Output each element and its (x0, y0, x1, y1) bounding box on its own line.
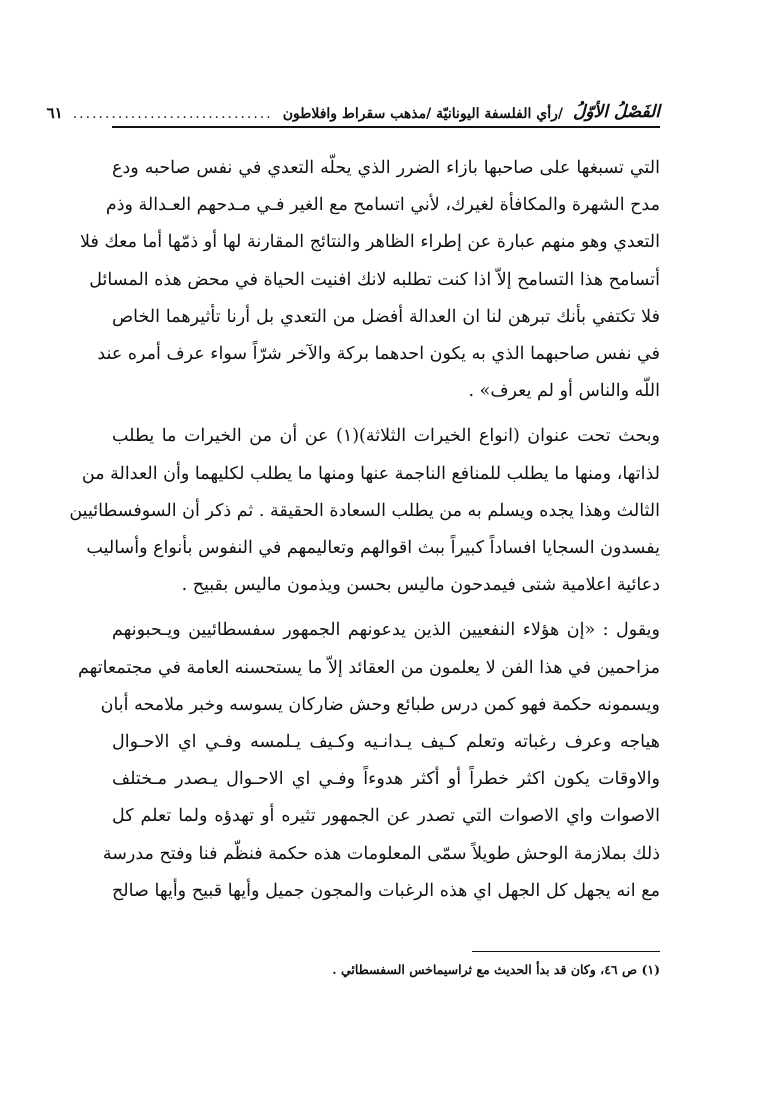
page-number: ٦١ (46, 104, 63, 122)
text-line: ويقول : «إن هؤلاء النفعيين الذين يدعونهم الجمهور سفسطائيين ويـحبونهم (112, 620, 660, 641)
text-line: مزاحمين في هذا الفن لا يعلمون من العقائد إلاّ ما يستحسنه العامة في مجتمعاتهم (78, 657, 660, 678)
text-line: الثالث وهذا يجده ويسلم به من يطلب السعادة الحقيقة . ثم ذكر أن السوفسطائيين (69, 500, 660, 521)
paragraph-3 (78, 612, 660, 910)
text-line: وبحث تحت عنوان (انواع الخيرات الثلاثة)(١) عن أن من الخيرات ما يطلب (112, 426, 660, 447)
text-line: أتسامح هذا التسامح إلاّ اذا كنت تطلبه لانك افنيت الحياة في محض هذه المسائل (89, 269, 660, 290)
text-line: دعائية اعلامية شتى فيمدحون ماليس بحسن ويذمون ماليس بقبيح . (181, 575, 660, 596)
paragraph-spacer (112, 410, 660, 418)
section-title: /رأي الفلسفة اليونانيّة /مذهب سقراط وافلاطون (282, 106, 563, 122)
text-line: هياجه وعرف رغباته وتعلم كـيف يـدانـيه وكـيف يـلمسه وفـي اي الاحـوال (112, 732, 660, 753)
text-line: يفسدون السجايا افساداً كبيراً ببث اقوالهم وتعاليمهم في النفوس بأنواع وأساليب (86, 538, 660, 559)
running-header (46, 92, 660, 128)
paragraph-2 (69, 418, 660, 604)
text-line: والاوقات يكون اكثر خطراً أو أكثر هدوءاً وفـي اي الاحـوال يـصدر مـختلف (112, 769, 660, 790)
text-line: في نفس صاحبهما الذي به يكون احدهما بركة والآخر شرّاً سواء عرف أمره عند (97, 344, 660, 365)
text-line: لذاتها، ومنها ما يطلب للمنافع الناجمة عنها ومنها ما يطلب لكليهما وأن العدالة من (81, 463, 660, 484)
text-line: ويسمونه حكمة فهو كمن درس طبائع وحش ضاركان يسوسه وخبر ملامحه أبان (100, 694, 660, 715)
dot-leader: ............................... (72, 106, 273, 122)
footnote-divider (472, 951, 660, 952)
text-line: مع انه يجهل كل الجهل اي هذه الرغبات والمجون جميل وأيها قبيح وأيها صالح (112, 880, 660, 901)
text-line: فلا تكتفي بأنك تبرهن لنا ان العدالة أفضل من التعدي بل أرنا تأثيرهما الخاص (112, 306, 660, 327)
text-line: ذلك بملازمة الوحش طويلاً سمّى المعلومات هذه حكمة فنظّم فنا وفتح مدرسة (102, 843, 660, 864)
text-line: مدح الشهرة والمكافأة لغيرك، لأني اتسامح مع الغير فـي مـدحهم العـدالة وذم (105, 195, 660, 216)
paragraph-1 (80, 150, 660, 410)
text-line: الاصوات واي الاصوات التي تصدر عن الجمهور تثيره أو تهدؤه ولما تعلم كل (112, 806, 660, 827)
footnote: (١) ص ٤٦، وكان قد بدأ الحديث مع ثراسيماخس السفسطائي . (332, 962, 660, 977)
chapter-heading: الفَصْلُ الأوّلُ (572, 102, 660, 122)
paragraph-spacer (112, 604, 660, 612)
text-line: التي تسبغها على صاحبها بازاء الضرر الذي يحلّه التعدي في نفس صاحبه ودع (112, 158, 660, 178)
main-text (69, 150, 660, 910)
text-line: التعدي وهو منهم عبارة عن إطراء الظاهر والنتائج المقارنة لها أو ذمّها أما معك فلا (80, 232, 660, 253)
text-line: اللّه والناس أو لم يعرف» . (468, 381, 660, 402)
